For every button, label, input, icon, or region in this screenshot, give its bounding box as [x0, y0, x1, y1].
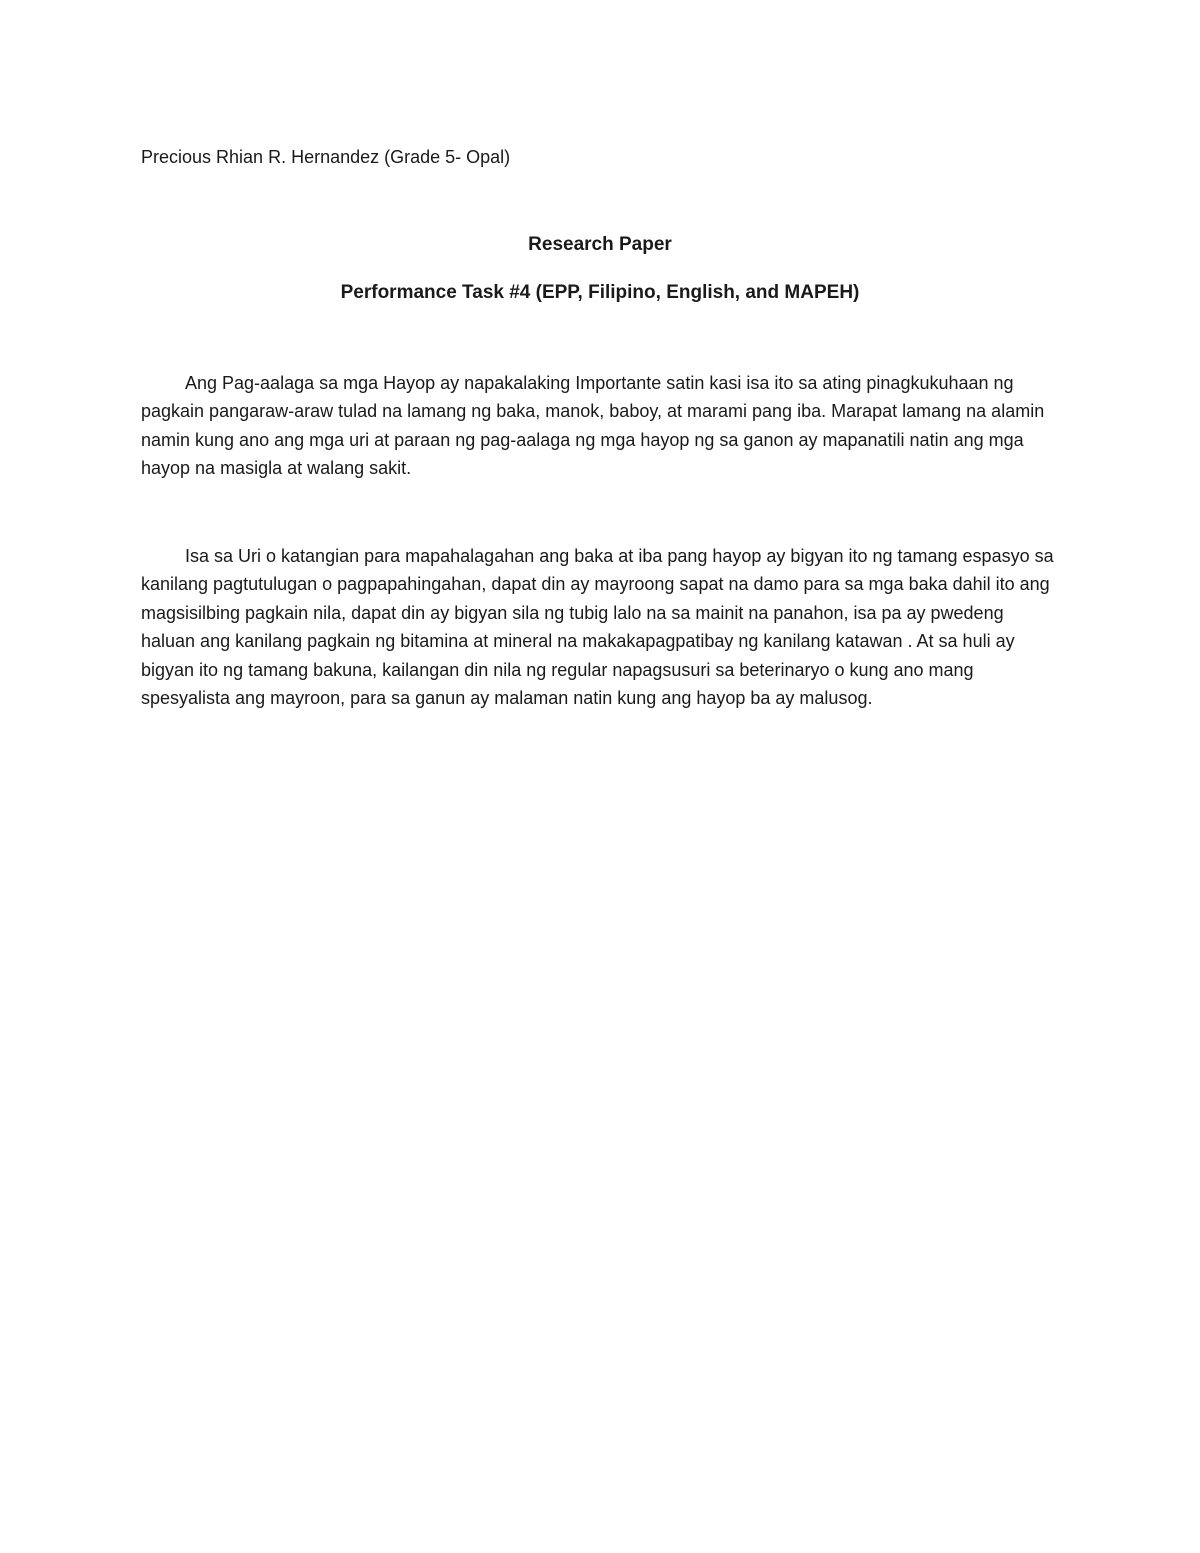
paragraph-2: Isa sa Uri o katangian para mapahalagahan ang baka at iba pang hayop ay bigyan ito ng tamang espasyo sa kanilang pagtutulugan o pagpapahingahan, dapat din ay mayroong sapat na damo para sa mga baka dahil ito ang magsisilbing pagkain nila, dapat din ay bigyan sila ng tubig lalo na sa mainit na panahon, isa pa ay pwedeng haluan ang kanilang pagkain ng bitamina at mineral na makakapagpatibay ng kanilang katawan . At sa huli ay bigyan ito ng tamang bakuna, kailangan din nila ng regular napagsusuri sa beterinaryo o kung ano mang spesyalista ang mayroon, para sa ganun ay malaman natin kung ang hayop ba ay malusog. — [141, 546, 1054, 709]
paragraph-1: Ang Pag-aalaga sa mga Hayop ay napakalaking Importante satin kasi isa ito sa ating pinagkukuhaan ng pagkain pangaraw-araw tulad na lamang ng baka, manok, baboy, at marami pang iba. Marapat lamang na alamin namin kung ano ang mga uri at paraan ng pag-aalaga ng mga hayop ng sa ganon ay mapanatili natin ang mga hayop na masigla at walang sakit. — [141, 373, 1045, 479]
document-subtitle: Performance Task #4 (EPP, Filipino, English, and MAPEH) — [340, 282, 860, 303]
document-title: Research Paper — [528, 234, 672, 255]
author-line: Precious Rhian R. Hernandez (Grade 5- Opal) — [141, 147, 511, 167]
